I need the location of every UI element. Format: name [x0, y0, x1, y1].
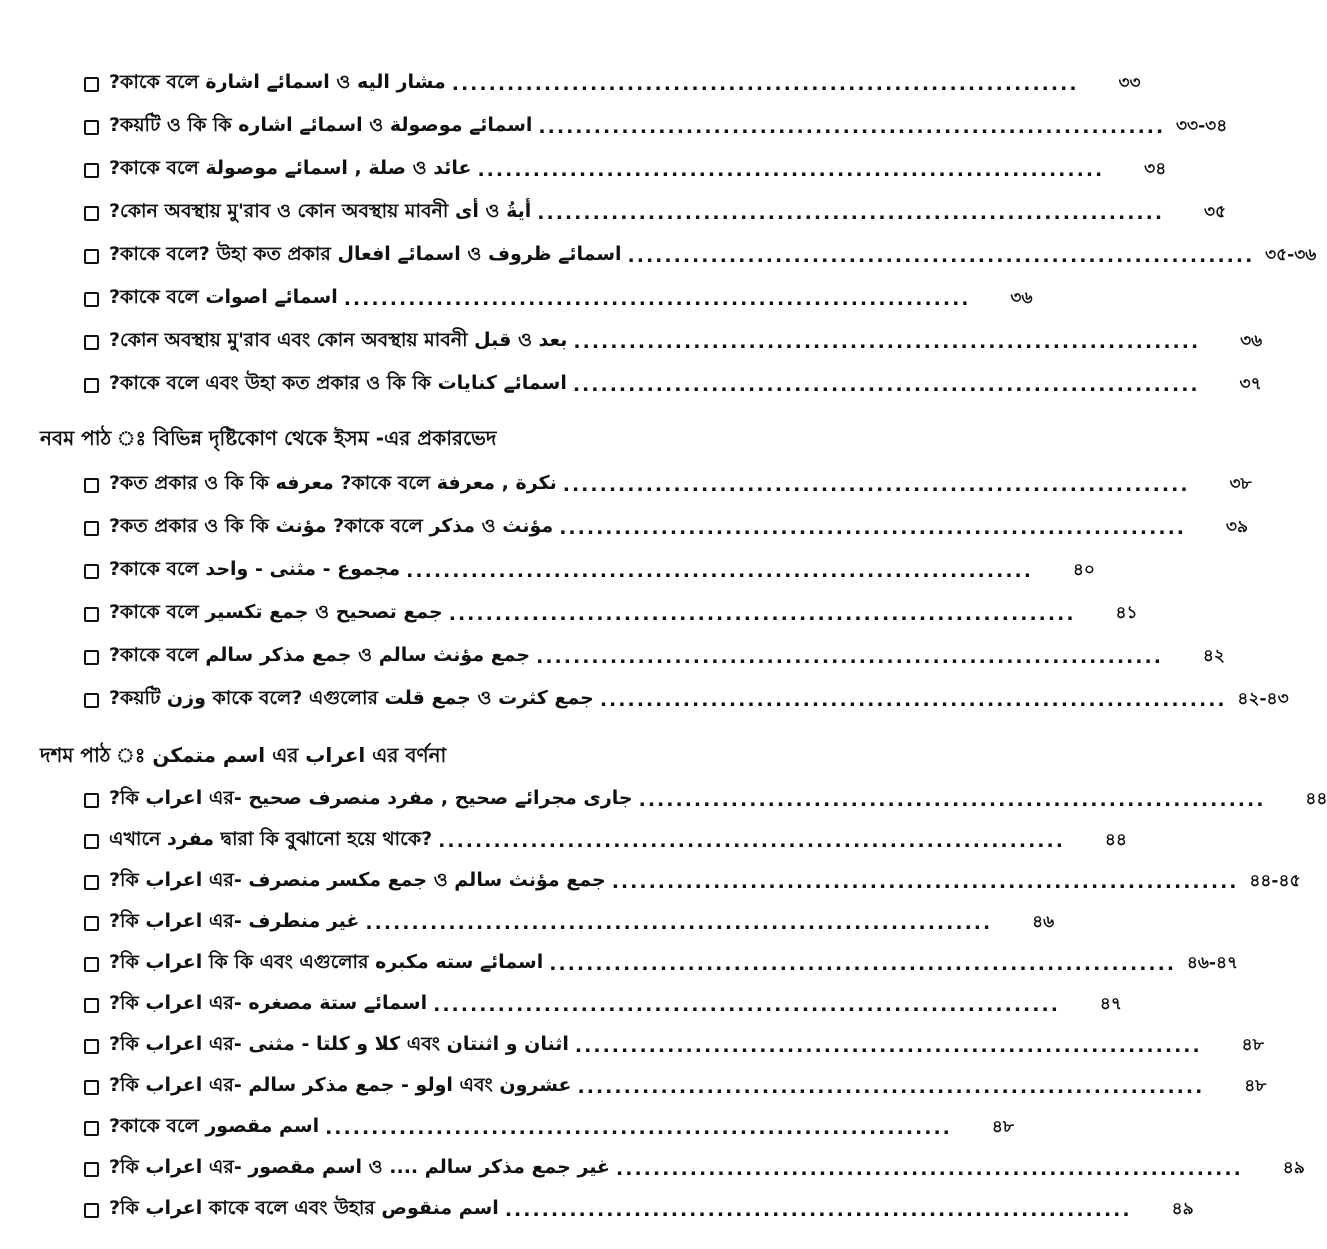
entry-text: أيةُ ও أى কোন অবস্থায় মু'রাব ও কোন অবস্থায় মাবনী? [109, 200, 532, 222]
entry-text: مشار اليه ও اسمائے اشارة কাকে বলে? [109, 71, 446, 93]
entry-text: اسمائے ستة مصغره -এর اعراب কি? [109, 992, 428, 1014]
toc-entry [84, 1110, 1014, 1146]
dot-leader: .................................................................... [406, 560, 1033, 582]
entry-text: جارى مجرائے صحيح , مفرد منصرف صحيح -এর اعراب কি? [109, 787, 633, 809]
section-heading: নবম পাঠ ঃ বিভিন্ন দৃষ্টিকোণ থেকে ইসম -এর প্রকারভেদ [40, 426, 497, 450]
checkbox-icon [84, 1039, 99, 1054]
page-number: ৩৩ [1118, 73, 1141, 93]
toc-entry [84, 1192, 1194, 1228]
entry-text: جمع كثرت ও جمع قلت কাকে বলে? এগুলোর وزن কয়টি? [109, 687, 594, 709]
checkbox-icon [84, 998, 99, 1013]
page-number: ৩৫ [1204, 202, 1227, 222]
entry-text: غير منطرف -এর اعراب কি? [109, 910, 360, 932]
toc-entry [84, 987, 1122, 1023]
entry-text: نكرة , معرفة কাকে বলে? معرفه কত প্রকার ও কি কি? [109, 472, 557, 494]
dot-leader: .................................................................... [559, 517, 1187, 539]
checkbox-icon [84, 335, 99, 350]
page-number: ৩৪ [1144, 159, 1167, 179]
dot-leader: .................................................................... [477, 159, 1105, 181]
entry-text: غير جمع مذكر سالم .... ও اسم مقصور -এর اعراب কি? [109, 1156, 611, 1178]
page-number: ৪৮ [1244, 1076, 1267, 1096]
toc-entry [84, 905, 1055, 941]
entry-text: اسمائے سته مكبره কি কি এবং এগুলোর اعراب কি? [109, 951, 544, 973]
entry-text: اسمائے اصوات কাকে বলে? [109, 286, 338, 308]
entry-text: بعد ও قبل কোন অবস্থায় মু'রাব এবং কোন অবস্থায় মাবনী? [109, 329, 568, 351]
dot-leader: .................................................................... [616, 1158, 1243, 1180]
checkbox-icon [84, 650, 99, 665]
dot-leader: .................................................................... [549, 953, 1177, 975]
entry-text: اسم مقصور কাকে বলে? [109, 1115, 320, 1137]
checkbox-icon [84, 163, 99, 178]
checkbox-icon [84, 564, 99, 579]
toc-entry [84, 782, 1327, 818]
toc-entry [84, 864, 1301, 900]
page-number: ৪৮ [991, 1117, 1014, 1137]
entry-text: এখানে مفرد দ্বারা কি বুঝানো হয়ে থাকে? [109, 828, 433, 850]
entry-text: مؤنث ও مذكر কাকে বলে? مؤنث কত প্রকার ও কি কি? [109, 515, 554, 537]
dot-leader: .................................................................... [537, 202, 1165, 224]
toc-entry [84, 467, 1252, 503]
page-number: ৪৪-৪৫ [1249, 871, 1301, 891]
toc-entry [84, 1069, 1267, 1105]
dot-leader: .................................................................... [574, 1035, 1202, 1057]
dot-leader: .................................................................... [325, 1117, 952, 1139]
dot-leader: .................................................................... [438, 830, 1065, 852]
checkbox-icon [84, 378, 99, 393]
checkbox-icon [84, 1203, 99, 1218]
page-number: ৪৮ [1241, 1035, 1264, 1055]
dot-leader: .................................................................... [365, 912, 993, 934]
toc-entry [84, 281, 1033, 317]
page-number: ৪৯ [1171, 1199, 1194, 1219]
toc-entry [84, 238, 1317, 274]
checkbox-icon [84, 916, 99, 931]
checkbox-icon [84, 249, 99, 264]
dot-leader: .................................................................... [638, 789, 1266, 811]
dot-leader: .................................................................... [536, 646, 1163, 668]
entry-text: جمع مؤنث سالم ও جمع مذكر سالم কাকে বলে? [109, 644, 531, 666]
checkbox-icon [84, 1121, 99, 1136]
page-number: ৩৬ [1010, 288, 1033, 308]
toc-entry [84, 324, 1263, 360]
toc-entry [84, 596, 1138, 632]
toc-entry [84, 682, 1289, 718]
checkbox-icon [84, 875, 99, 890]
page-number: ৪০ [1072, 560, 1095, 580]
checkbox-icon [84, 521, 99, 536]
dot-leader: .................................................................... [343, 288, 971, 310]
page-number: ৩৩-৩৪ [1175, 116, 1228, 136]
checkbox-icon [84, 77, 99, 92]
dot-leader: .................................................................... [572, 374, 1200, 396]
entry-text: عشرون এবং اولو - جمع مذكر سالم -এর اعراب কি? [109, 1074, 572, 1096]
page-number: ৪১ [1115, 603, 1138, 623]
page-number: ৪৭ [1099, 994, 1122, 1014]
dot-leader: .................................................................... [599, 689, 1227, 711]
page-number: ৩৮ [1229, 474, 1252, 494]
checkbox-icon [84, 793, 99, 808]
dot-leader: .................................................................... [448, 603, 1076, 625]
toc-entry [84, 109, 1228, 145]
checkbox-icon [84, 607, 99, 622]
entry-text: جمع مؤنث سالم ও جمع مكسر منصرف -এর اعراب কি? [109, 869, 606, 891]
checkbox-icon [84, 957, 99, 972]
dot-leader: .................................................................... [433, 994, 1060, 1016]
page-number: ৩৭ [1239, 374, 1262, 394]
dot-leader: .................................................................... [577, 1076, 1205, 1098]
page-number: ৪৬-৪৭ [1186, 953, 1239, 973]
checkbox-icon [84, 1080, 99, 1095]
page-number: ৪২-৪৩ [1237, 689, 1289, 709]
toc-entry [84, 823, 1127, 859]
entry-text: مجموع - مثنى - واحد কাকে বলে? [109, 558, 401, 580]
toc-entry [84, 639, 1225, 675]
page-number: ৪৪ [1104, 830, 1127, 850]
checkbox-icon [84, 1162, 99, 1177]
checkbox-icon [84, 120, 99, 135]
toc-entry [84, 553, 1095, 589]
page-number: ৪৪ [1305, 789, 1327, 809]
toc-entry [84, 510, 1249, 546]
entry-text: اسمائے كنايات কাকে বলে এবং উহা কত প্রকার ও কি কি? [109, 372, 567, 394]
entry-text: جمع تصحيح ও جمع تكسير কাকে বলে? [109, 601, 443, 623]
dot-leader: .................................................................... [627, 245, 1255, 267]
page-number: ৪৯ [1282, 1158, 1305, 1178]
dot-leader: .................................................................... [573, 331, 1201, 353]
dot-leader: .................................................................... [611, 871, 1239, 893]
entry-text: اسمائے موصولة ও اسمائے اشاره কয়টি ও কি কি? [109, 114, 533, 136]
dot-leader: .................................................................... [504, 1199, 1132, 1221]
page-number: ৩৫-৩৬ [1265, 245, 1317, 265]
toc-entry [84, 66, 1141, 102]
toc-entry [84, 195, 1227, 231]
checkbox-icon [84, 292, 99, 307]
toc-entry [84, 1151, 1305, 1187]
page-number: ৩৯ [1225, 517, 1249, 537]
section-heading: দশম পাঠ ঃ اسم متمكن এর اعراب এর বর্ণনা [40, 743, 447, 767]
toc-entry [84, 946, 1239, 982]
toc-entry [84, 1028, 1264, 1064]
entry-text: اسمائے ظروف ও اسمائے افعال কাকে বলে? উহা কত প্রকার? [109, 243, 622, 265]
page-number: ৩৬ [1240, 331, 1263, 351]
checkbox-icon [84, 693, 99, 708]
toc-entry [84, 152, 1167, 188]
page-number: ৪৬ [1032, 912, 1055, 932]
toc-entry [84, 367, 1262, 403]
dot-leader: .................................................................... [562, 474, 1190, 496]
checkbox-icon [84, 206, 99, 221]
entry-text: عائد ও صلة , اسمائے موصولة কাকে বলে? [109, 157, 472, 179]
checkbox-icon [84, 478, 99, 493]
checkbox-icon [84, 834, 99, 849]
entry-text: اسم منقوص কাকে বলে এবং উহার اعراب কি? [109, 1197, 499, 1219]
dot-leader: .................................................................... [451, 73, 1079, 95]
dot-leader: .................................................................... [538, 116, 1166, 138]
page-number: ৪২ [1202, 646, 1225, 666]
entry-text: اثنان و اثنتان এবং كلا و كلتا - مثنى -এর اعراب কি? [109, 1033, 569, 1055]
